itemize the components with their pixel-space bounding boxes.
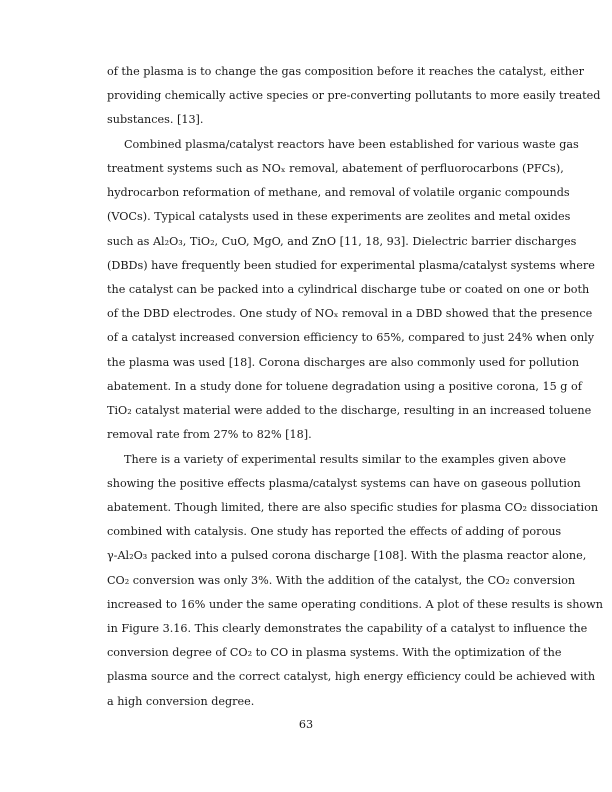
text-line: plasma source and the correct catalyst, high energy efficiency could be achieved with <box>107 670 596 684</box>
text-line: CO₂ conversion was only 3%. With the addition of the catalyst, the CO₂ conversion <box>107 573 576 587</box>
page-number: 63 <box>298 718 314 731</box>
text-line: increased to 16% under the same operating conditions. A plot of these results is shown <box>107 597 603 611</box>
text-line: of a catalyst increased conversion efficiency to 65%, compared to just 24% when only <box>107 331 595 345</box>
paragraph <box>107 60 601 133</box>
text-line: providing chemically active species or pre-converting pollutants to more easily treated <box>107 89 601 103</box>
text-line: Combined plasma/catalyst reactors have been established for various waste gas <box>124 137 579 151</box>
text-line: showing the positive effects plasma/catalyst systems can have on gaseous pollution <box>107 476 581 490</box>
text-line: TiO₂ catalyst material were added to the discharge, resulting in an increased toluene <box>107 404 592 418</box>
text-line: of the plasma is to change the gas composition before it reaches the catalyst, either <box>107 65 584 78</box>
text-line: (VOCs). Typical catalysts used in these experiments are zeolites and metal oxides <box>107 210 571 224</box>
text-line: conversion degree of CO₂ to CO in plasma systems. With the optimization of the <box>107 646 562 660</box>
text-line: treatment systems such as NOₓ removal, abatement of perfluorocarbons (PFCs), <box>107 161 564 175</box>
body-text <box>107 60 603 714</box>
text-line: a high conversion degree. <box>107 694 255 708</box>
text-line: of the DBD electrodes. One study of NOₓ removal in a DBD showed that the presence <box>107 307 593 321</box>
text-line: γ-Al₂O₃ packed into a pulsed corona discharge [108]. With the plasma reactor alone, <box>107 549 587 563</box>
text-line: such as Al₂O₃, TiO₂, CuO, MgO, and ZnO [11, 18, 93]. Dielectric barrier discharges <box>107 234 577 248</box>
text-line: There is a variety of experimental results similar to the examples given above <box>124 452 567 466</box>
paragraph <box>107 448 603 714</box>
text-line: abatement. In a study done for toluene degradation using a positive corona, 15 g of <box>107 379 582 393</box>
paragraph <box>107 133 595 448</box>
text-line: in Figure 3.16. This clearly demonstrates the capability of a catalyst to influence the <box>107 622 588 636</box>
text-line: removal rate from 27% to 82% [18]. <box>107 428 312 442</box>
text-line: (DBDs) have frequently been studied for experimental plasma/catalyst systems where <box>107 258 595 272</box>
text-line: the plasma was used [18]. Corona discharges are also commonly used for pollution <box>107 355 580 369</box>
text-line: the catalyst can be packed into a cylindrical discharge tube or coated on one or both <box>107 282 590 296</box>
text-line: combined with catalysis. One study has reported the effects of adding of porous <box>107 525 562 539</box>
text-line: substances. [13]. <box>107 113 204 127</box>
text-line: hydrocarbon reformation of methane, and removal of volatile organic compounds <box>107 186 570 200</box>
text-line: abatement. Though limited, there are also specific studies for plasma CO₂ dissociation <box>107 500 599 514</box>
